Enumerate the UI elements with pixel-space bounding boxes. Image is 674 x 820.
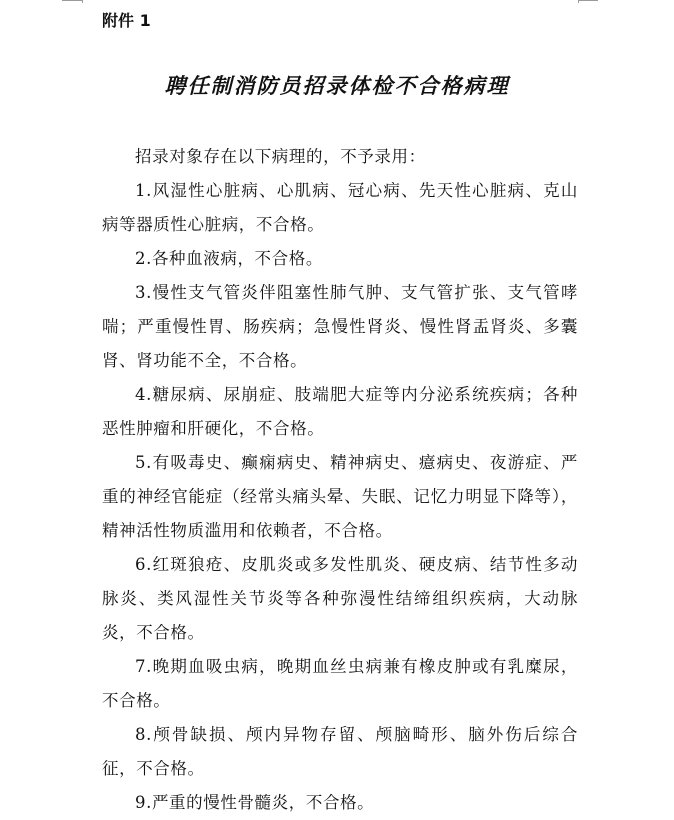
attachment-label: 附件 1: [102, 11, 151, 30]
list-item: 6.红斑狼疮、皮肌炎或多发性肌炎、硬皮病、结节性多动脉炎、类风湿性关节炎等各种弥漫性结缔组织疾病，大动脉炎，不合格。: [102, 555, 578, 642]
list-item: 7.晚期血吸虫病，晚期血丝虫病兼有橡皮肿或有乳糜尿，不合格。: [102, 657, 578, 710]
document-body: [102, 140, 578, 820]
list-item: 1.风湿性心脏病、心肌病、冠心病、先天性心脏病、克山病等器质性心脏病，不合格。: [102, 181, 578, 234]
list-item: 4.糖尿病、尿崩症、肢端肥大症等内分泌系统疾病；各种恶性肿瘤和肝硬化，不合格。: [102, 385, 578, 438]
intro-paragraph: 招录对象存在以下病理的，不予录用：: [135, 147, 426, 166]
list-item: 5.有吸毒史、癫痫病史、精神病史、癔病史、夜游症、严重的神经官能症（经常头痛头晕、失眠、记忆力明显下降等），精神活性物质滥用和依赖者，不合格。: [102, 453, 578, 540]
document-title: 聘任制消防员招录体检不合格病理: [164, 73, 510, 98]
crop-mark-top-right: [578, 0, 598, 1]
list-item: 2.各种血液病，不合格。: [135, 249, 323, 268]
crop-mark-top-right-vertical: [578, 0, 579, 3]
list-item: 9.严重的慢性骨髓炎，不合格。: [135, 793, 375, 812]
crop-mark-top-left-vertical: [82, 0, 83, 3]
crop-mark-top-left: [62, 0, 82, 1]
list-item: 8.颅骨缺损、颅内异物存留、颅脑畸形、脑外伤后综合征，不合格。: [102, 725, 578, 778]
list-item: 3.慢性支气管炎伴阻塞性肺气肿、支气管扩张、支气管哮喘；严重慢性胃、肠疾病；急慢性肾炎、慢性肾盂肾炎、多囊肾、肾功能不全，不合格。: [102, 283, 578, 370]
